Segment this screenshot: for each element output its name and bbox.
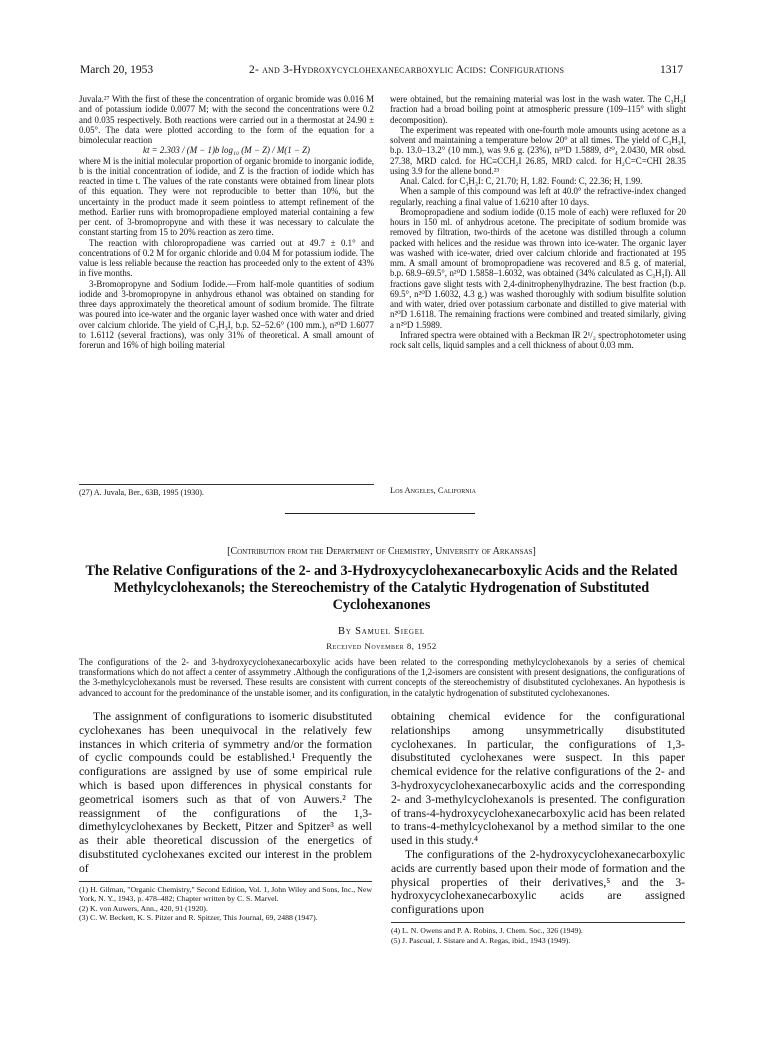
paragraph: Infrared spectra were obtained with a Beckman IR 2¹/₂ spectrophotometer using rock salt cells, liquid samples and a cell thickness of about 0.03 mm.	[390, 329, 686, 350]
author-line: By Samuel Siegel	[338, 626, 425, 637]
article-title: The Relative Configurations of the 2- and 3-Hydroxycyclohexanecarboxylic Acids and the Related Methylcyclohexanols; the Stereochemistry of the Catalytic Hydrogenation of Substituted Cyclohexanones	[85, 563, 678, 613]
footnote: (4) L. N. Owens and P. A. Robins, J. Chem. Soc., 326 (1949).	[391, 925, 583, 935]
footnote: (1) H. Gilman, "Organic Chemistry," Second Edition, Vol. 1, John Wiley and Sons, Inc., New York, N. Y., 1943, p. 478–482; Chapter written by C. S. Marvel.	[79, 884, 372, 904]
paragraph: 3-Bromopropyne and Sodium Iodide.—From half-mole quantities of sodium iodide and 3-bromopropyne in anhydrous ethanol was obtained on standing for three days approximately the theoretical amount of sodium bromide. The filtrate was poured into ice-water and the organic layer washed once with water and dried over calcium chloride. The yield of C₃H₃I, b.p. 52–52.6° (100 mm.), n²⁰D 1.6077 to 1.6112 (several fractions), was only 31% of theoretical. A small amount of forerun and 16% of high boiling material	[79, 278, 374, 350]
previous-article-right-column	[390, 94, 686, 350]
received-date: Received November 8, 1952	[326, 641, 437, 651]
paragraph: were obtained, but the remaining material was lost in the wash water. The C₃H₃I fraction had a broad boiling point at atmospheric pressure (109–115° with slight decomposition).	[390, 94, 686, 125]
paragraph: The reaction with chloropropadiene was carried out at 49.7 ± 0.1° and concentrations of 0.2 M for organic chloride and 0.04 M for potassium iodide. The value is less reliable because the reaction has proceeded only to the extent of 43% in five months.	[79, 237, 374, 279]
footnote: (3) C. W. Beckett, K. S. Pitzer and R. Spitzer, This Journal, 69, 2488 (1947).	[79, 913, 318, 923]
body-right-column	[391, 710, 685, 945]
running-header	[80, 64, 683, 76]
header-date: March 20, 1953	[80, 64, 154, 76]
body-left-column	[79, 710, 372, 923]
contribution-line: [Contribution from the Department of Chemistry, University of Arkansas]	[227, 546, 536, 557]
footnote-27: (27) A. Juvala, Ber., 63B, 1995 (1930).	[79, 484, 374, 497]
paragraph: When a sample of this compound was left at 40.0° the refractive-index changed regularly, reaching a final value of 1.6210 after 10 days.	[390, 186, 686, 207]
footnotes-right	[391, 922, 685, 945]
paragraph: The assignment of configurations to isomeric disubstituted cyclohexanes has been unequivocal in the relatively few instances in which criteria of symmetry and/or the formation of cyclic compounds could be established.¹ Frequently the configurations are assigned by use of some empirical rule which is based upon differences in physical constants for geometrical isomers such as that of von Auwers.² The reassignment of the configurations of the 1,3-dimethylcyclohexanes by Beckett, Pitzer and Spitzer³ as well as their able theoretical discussion of the energetics of disubstituted cyclohexanes excited our interest in the problem of	[79, 710, 372, 875]
paragraph: Juvala.²⁷ With the first of these the concentration of organic bromide was 0.016 M and of potassium iodide 0.0077 M; with the second the concentrations were 0.2 and 0.035 respectively. Both reactions were carried out in a thermostat at 24.90 ± 0.05°. The data were plotted according to the form of the equation for a bimolecular reaction	[79, 94, 374, 145]
paragraph: The experiment was repeated with one-fourth mole amounts using acetone as a solvent and maintaining a temperature below 20° at all times. The yield of C₃H₃I, b.p. 13.0–13.2° (10 mm.), was 9.6 g. (23%), n²⁰D 1.5889, d²⁰₄ 2.0430, MR obsd. 27.38, MRD calcd. for HC≡CCH₂I 26.85, MRD calcd. for H₂C=C=CHI 28.35 using 3.9 for the allene bond.²³	[390, 124, 686, 176]
page-number: 1317	[659, 64, 683, 76]
footnotes-left	[79, 881, 372, 923]
paragraph: where M is the initial molecular proportion of organic bromide to inorganic iodide, b is the initial concentration of iodide, and Z is the fraction of iodide which has reacted in time t. The values of the rate constants were obtained from linear plots of this equation. They were not reproducible to better than 10%, but the uncertainty in the product made it seem pointless to attempt refinement of the method. Earlier runs with bromopropadiene employed material containing a few per cent. of 3-bromopropyne and with these it was necessary to calculate the constant starting from 15 to 20% reaction as zero time.	[79, 155, 374, 238]
paragraph: Anal. Calcd. for C₃H₃I: C, 21.70; H, 1.82. Found: C, 22.36; H, 1.99.	[400, 176, 643, 186]
place-line: Los Angeles, California	[390, 485, 476, 495]
abstract: The configurations of the 2- and 3-hydroxycyclohexanecarboxylic acids have been related to the corresponding methylcyclohexanols by a series of chemical transformations which do not affect a center of assymmetry .Although the configurations of the 1,2-isomers are consistent with present designations, the configurations of the 3-methylcyclohexanols must be reversed. These results are consistent with current concepts of the stereochemistry of disubstituted cyclohexanes. An hypothesis is advanced to account for the predominance of the unstable isomer, and its configuration, in the catalytic hydrogenation of substituted cyclohexanones.	[79, 657, 685, 698]
paragraph: obtaining chemical evidence for the configurational relationships among unsymmetrically disubstituted cyclohexanes. In particular, the configurations of 1,3-disubstituted cyclohexanes were suspect. In this paper chemical evidence for the relative configurations of the 2- and 3-hydroxycyclohexanecarboxylic acids and the corresponding 2- and 3-methylcyclohexanols is presented. The configuration of trans-4-hydroxycyclohexanecarboxylic acid has been related to trans-4-methylcyclohexanol by a method similar to the one used in this study.⁴	[391, 710, 685, 848]
section-divider	[285, 513, 475, 514]
footnote: (5) J. Pascual, J. Sistare and A. Regas, ibid., 1943 (1949).	[391, 935, 571, 945]
header-running-title: 2- and 3-Hydroxycyclohexanecarboxylic Acids: Configurations	[249, 64, 565, 76]
previous-article-left-column	[79, 94, 374, 350]
paragraph: The configurations of the 2-hydroxycyclohexanecarboxylic acids are currently based upon their mode of formation and the physical properties of their derivatives,⁵ and the 3-hydroxycyclohexanecarboxylic acids are assigned configurations upon	[391, 847, 685, 917]
rate-equation: kt = 2.303 / (M − 1)b log₁₀ (M − Z) / M(1 − Z)	[143, 145, 310, 156]
paragraph: Bromopropadiene and sodium iodide (0.15 mole of each) were refluxed for 20 hours in 150 ml. of anhydrous acetone. The precipitate of sodium bromide was removed by filtration, two-thirds of the acetone was distilled through a column packed with helices and the residue was thrown into ice-water. The organic layer was washed with ice-water, dried over calcium chloride and fractionated at 195 mm. A small amount of bromopropadiene was recovered and 8.5 g. of material, b.p. 68.9–69.5°, n²⁰D 1.5858–1.6032, was obtained (34% calculated as C₃H₃I). All fractions gave slight tests with 2,4-dinitrophenylhydrazine. The best fraction (b.p. 69.5°, n²⁰D 1.6032, 4.3 g.) was washed thoroughly with sodium bisulfite solution and with water, dried over potassium carbonate and distilled to give material with n²⁰D 1.6118. The remaining fractions were combined and treated similarly, giving a n²⁰D 1.5989.	[390, 206, 686, 330]
footnote: (2) K. von Auwers, Ann., 420, 91 (1920).	[79, 903, 208, 913]
